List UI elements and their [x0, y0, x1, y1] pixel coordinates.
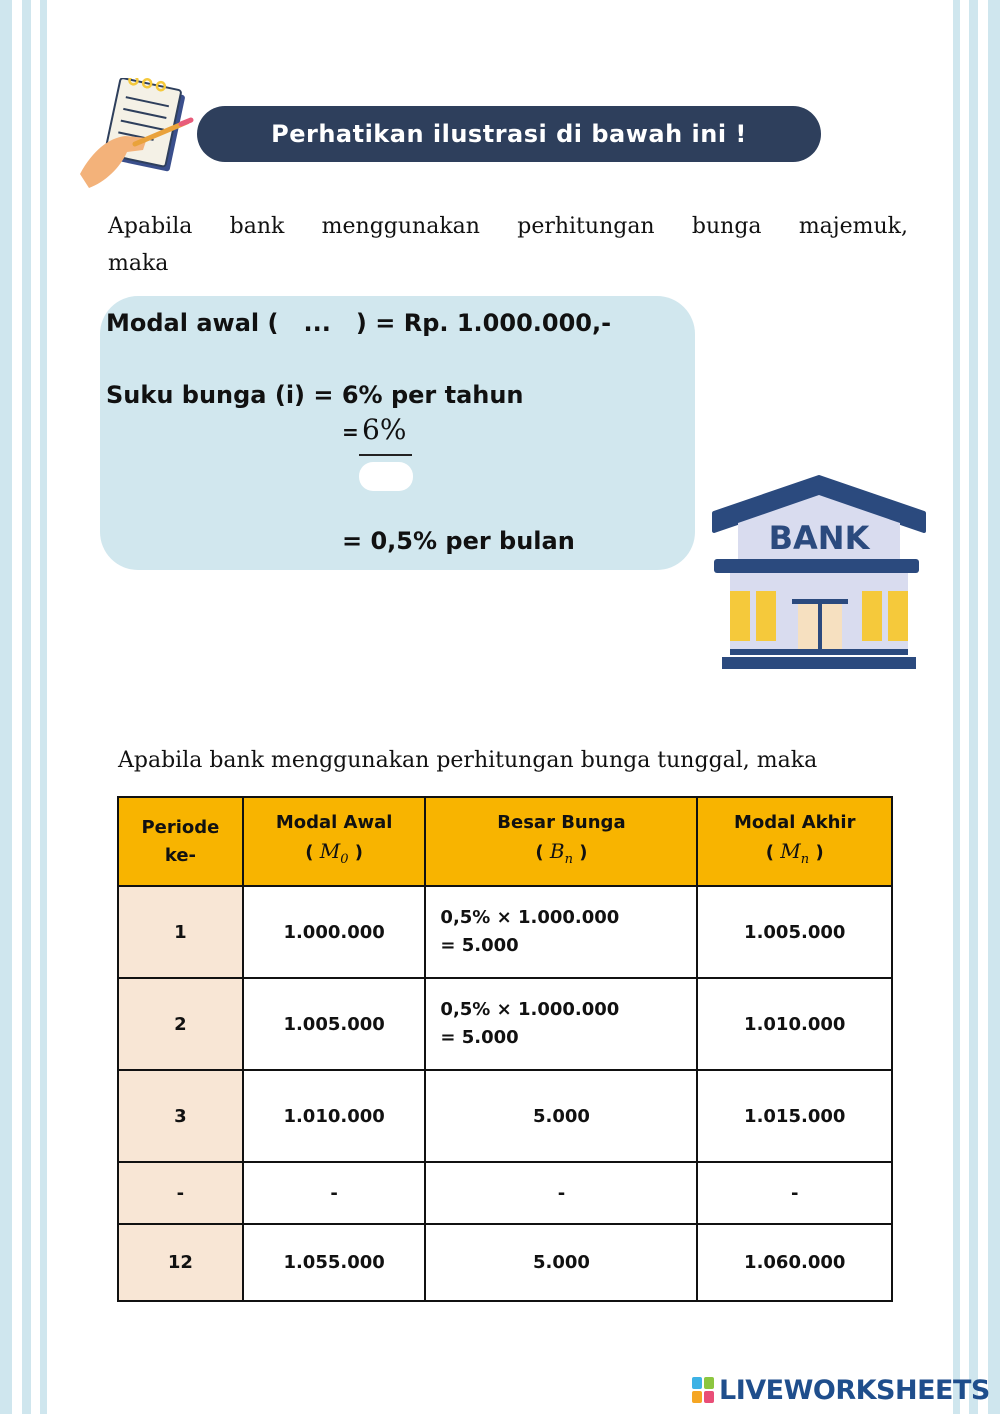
monthly-rate-line: = 0,5% per bulan: [342, 527, 575, 555]
header-modal-awal: Modal Awal ( $M_0$ ): [243, 797, 426, 886]
table-row: [118, 1162, 892, 1224]
cell-periode: 2: [118, 978, 243, 1070]
cell-periode: 3: [118, 1070, 243, 1162]
cell-modal-awal: 1.055.000: [243, 1224, 426, 1301]
fraction-denominator-input[interactable]: [359, 462, 413, 491]
header-besar-bunga: Besar Bunga ( $B_n$ ): [425, 797, 697, 886]
header-modal-akhir: Modal Akhir ( $M_n$ ): [697, 797, 892, 886]
cell-modal-akhir: -: [697, 1162, 892, 1224]
cell-besar-bunga: -: [425, 1162, 697, 1224]
modal-awal-line: Modal awal ( ... ) = Rp. 1.000.000,-: [106, 309, 612, 337]
cell-modal-awal: -: [243, 1162, 426, 1224]
decorative-stripe: [0, 0, 12, 1414]
cell-besar-bunga: 0,5% × 1.000.000 = 5.000: [425, 886, 697, 978]
cell-periode: 12: [118, 1224, 243, 1301]
decorative-stripe: [969, 0, 978, 1414]
simple-interest-intro: Apabila bank menggunakan perhitungan bunga tunggal, maka: [118, 748, 818, 773]
suku-bunga-line: Suku bunga (i) = 6% per tahun: [106, 381, 524, 409]
cell-periode: -: [118, 1162, 243, 1224]
liveworksheets-logo[interactable]: [692, 1373, 990, 1407]
table-row: [118, 1224, 892, 1301]
cell-besar-bunga: 5.000: [425, 1224, 697, 1301]
bank-building-icon: [708, 473, 930, 673]
table-row: [118, 1070, 892, 1162]
cell-modal-akhir: 1.010.000: [697, 978, 892, 1070]
interest-table: [117, 796, 893, 1302]
banner-title: Perhatikan ilustrasi di bawah ini !: [197, 106, 821, 162]
table-header-row: [118, 797, 892, 886]
cell-modal-awal: 1.010.000: [243, 1070, 426, 1162]
equals-sign: =: [342, 420, 359, 444]
decorative-stripe: [40, 0, 47, 1414]
table-row: [118, 978, 892, 1070]
cell-modal-awal: 1.000.000: [243, 886, 426, 978]
logo-text: LIVEWORKSHEETS: [719, 1374, 990, 1406]
table-row: [118, 886, 892, 978]
decorative-stripe: [953, 0, 960, 1414]
cell-besar-bunga: 0,5% × 1.000.000 = 5.000: [425, 978, 697, 1070]
header-periode: Periode ke-: [118, 797, 243, 886]
cell-periode: 1: [118, 886, 243, 978]
intro-text-line1: Apabila bank menggunakan perhitungan bunga majemuk,: [108, 214, 908, 239]
header-banner: [75, 78, 825, 193]
fraction-bar: [359, 454, 412, 456]
decorative-stripe: [22, 0, 31, 1414]
cell-modal-awal: 1.005.000: [243, 978, 426, 1070]
decorative-stripe: [988, 0, 1000, 1414]
notepad-hand-icon: [75, 78, 200, 193]
cell-besar-bunga: 5.000: [425, 1070, 697, 1162]
fraction-numerator: 6%: [362, 413, 407, 446]
bank-sign-text: BANK: [768, 519, 870, 557]
logo-mark-icon: [692, 1377, 714, 1403]
cell-modal-akhir: 1.005.000: [697, 886, 892, 978]
intro-text-line2: maka: [108, 251, 169, 276]
cell-modal-akhir: 1.060.000: [697, 1224, 892, 1301]
cell-modal-akhir: 1.015.000: [697, 1070, 892, 1162]
